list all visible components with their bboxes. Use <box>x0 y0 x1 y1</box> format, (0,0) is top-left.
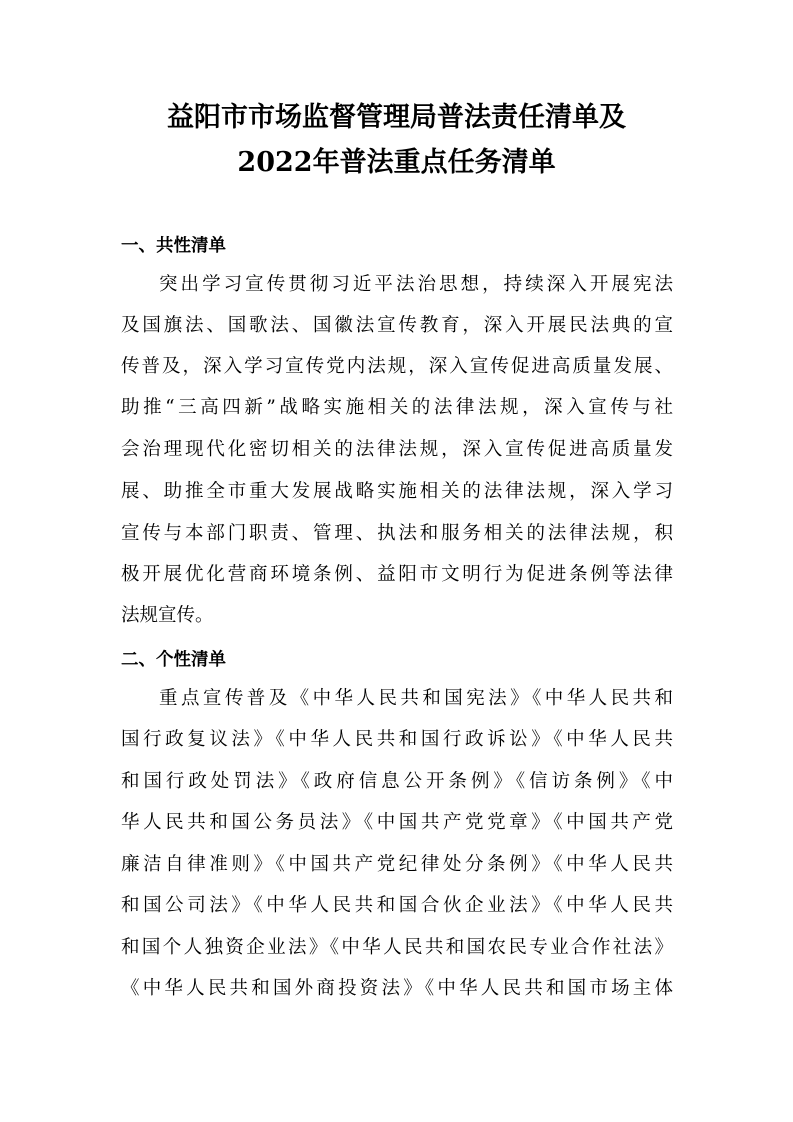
paragraph-line: 及国旗法、国歌法、国徽法宣传教育，深入开展民法典的宣 <box>121 315 673 336</box>
paragraph-line: 华人民共和国公务员法》《中国共产党党章》《中国共产党 <box>121 812 673 833</box>
paragraph-line: 突出学习宣传贯彻习近平法治思想，持续深入开展宪法 <box>159 274 673 295</box>
document-title-line-2: 2022年普法重点任务清单 <box>237 147 556 178</box>
paragraph-line: 展、助推全市重大发展战略实施相关的法律法规，深入学习 <box>121 481 673 502</box>
paragraph-line: 廉洁自律准则》《中国共产党纪律处分条例》《中华人民共 <box>121 854 673 875</box>
paragraph-line: 宣传与本部门职责、管理、执法和服务相关的法律法规，积 <box>121 523 673 544</box>
paragraph-line: 《中华人民共和国外商投资法》《中华人民共和国市场主体 <box>121 978 673 999</box>
paragraph-line: 会治理现代化密切相关的法律法规，深入宣传促进高质量发 <box>121 439 673 460</box>
section-heading-common: 一、共性清单 <box>121 236 226 256</box>
paragraph-line: 国行政复议法》《中华人民共和国行政诉讼》《中华人民共 <box>121 729 673 750</box>
paragraph-line: 传普及，深入学习宣传党内法规，深入宣传促进高质量发展、 <box>121 356 673 377</box>
paragraph-line: 和国个人独资企业法》《中华人民共和国农民专业合作社法》 <box>121 937 673 958</box>
document-title-line-1: 益阳市市场监督管理局普法责任清单及 <box>167 102 626 133</box>
paragraph-line: 助推“三高四新”战略实施相关的法律法规，深入宣传与社 <box>121 397 673 418</box>
paragraph-line: 极开展优化营商环境条例、益阳市文明行为促进条例等法律 <box>121 564 673 585</box>
section-heading-specific: 二、个性清单 <box>121 650 226 670</box>
paragraph-line: 和国公司法》《中华人民共和国合伙企业法》《中华人民共 <box>121 895 673 916</box>
paragraph-line: 重点宣传普及《中华人民共和国宪法》《中华人民共和 <box>159 688 673 709</box>
paragraph-line: 法规宣传。 <box>121 605 214 626</box>
paragraph-line: 和国行政处罚法》《政府信息公开条例》《信访条例》《中 <box>121 771 673 792</box>
